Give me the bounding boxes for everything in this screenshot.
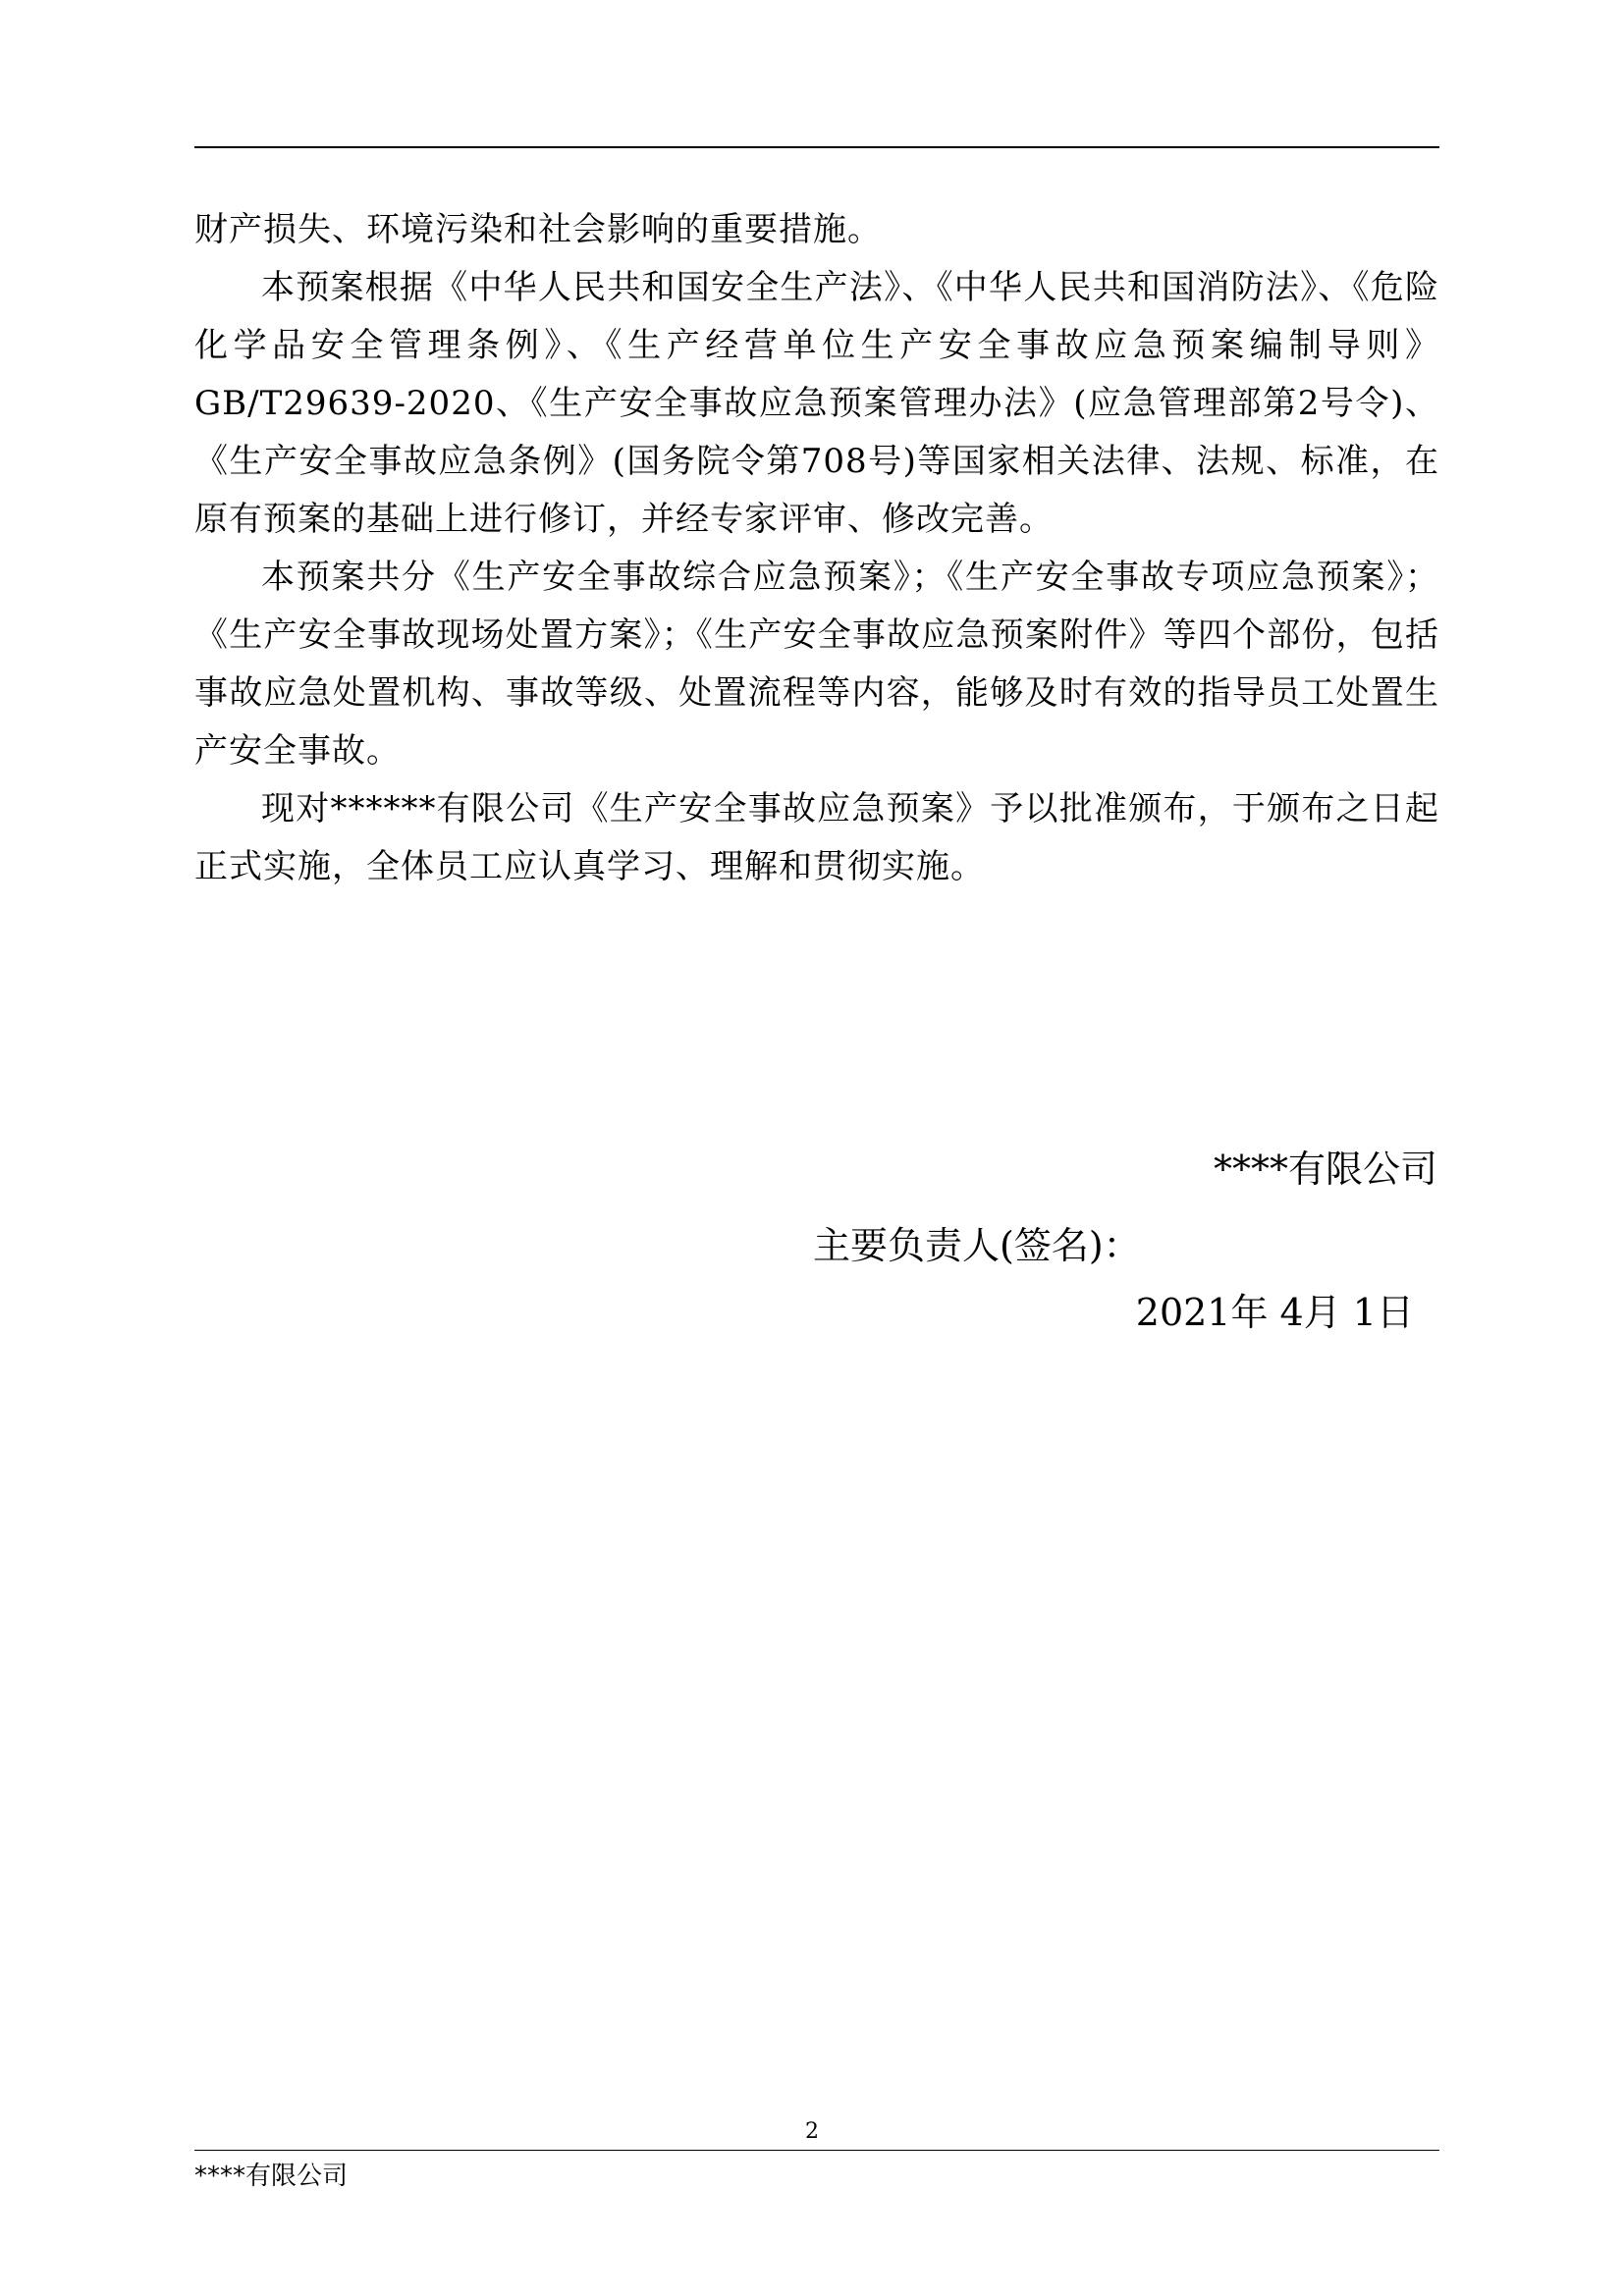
header-divider [194,146,1439,148]
paragraph-legal-basis: 本预案根据《中华人民共和国安全生产法》、《中华人民共和国消防法》、《危险化学品安全管理条例》、《生产经营单位生产安全事故应急预案编制导则》GB/T29639-2020、《生产安全事故应急预案管理办法》(应急管理部第2号令)、《生产安全事故应急条例》(国务院令第708号)等国家相关法律、法规、标准，在原有预案的基础上进行修订，并经专家评审、修改完善。 [194,268,1439,539]
document-body [194,201,1439,896]
signature-company: ****有限公司 [1213,1148,1437,1191]
footer-divider [194,2150,1439,2151]
signature-date: 2021年 4月 1日 [1135,1291,1414,1334]
paragraph-plan-structure: 本预案共分《生产安全事故综合应急预案》；《生产安全事故专项应急预案》；《生产安全事故现场处置方案》；《生产安全事故应急预案附件》等四个部份，包括事故应急处置机构、事故等级、处置流程等内容，能够及时有效的指导员工处置生产安全事故。 [194,558,1439,771]
paragraph-approval: 现对******有限公司《生产安全事故应急预案》予以批准颁布，于颁布之日起正式实施，全体员工应认真学习、理解和贯彻实施。 [194,789,1439,886]
footer-company: ****有限公司 [194,2162,349,2191]
paragraph-continuation: 财产损失、环境污染和社会影响的重要措施。 [194,210,882,249]
page-number: 2 [805,2119,819,2144]
signature-signer-label: 主要负责人(签名)： [813,1224,1141,1267]
